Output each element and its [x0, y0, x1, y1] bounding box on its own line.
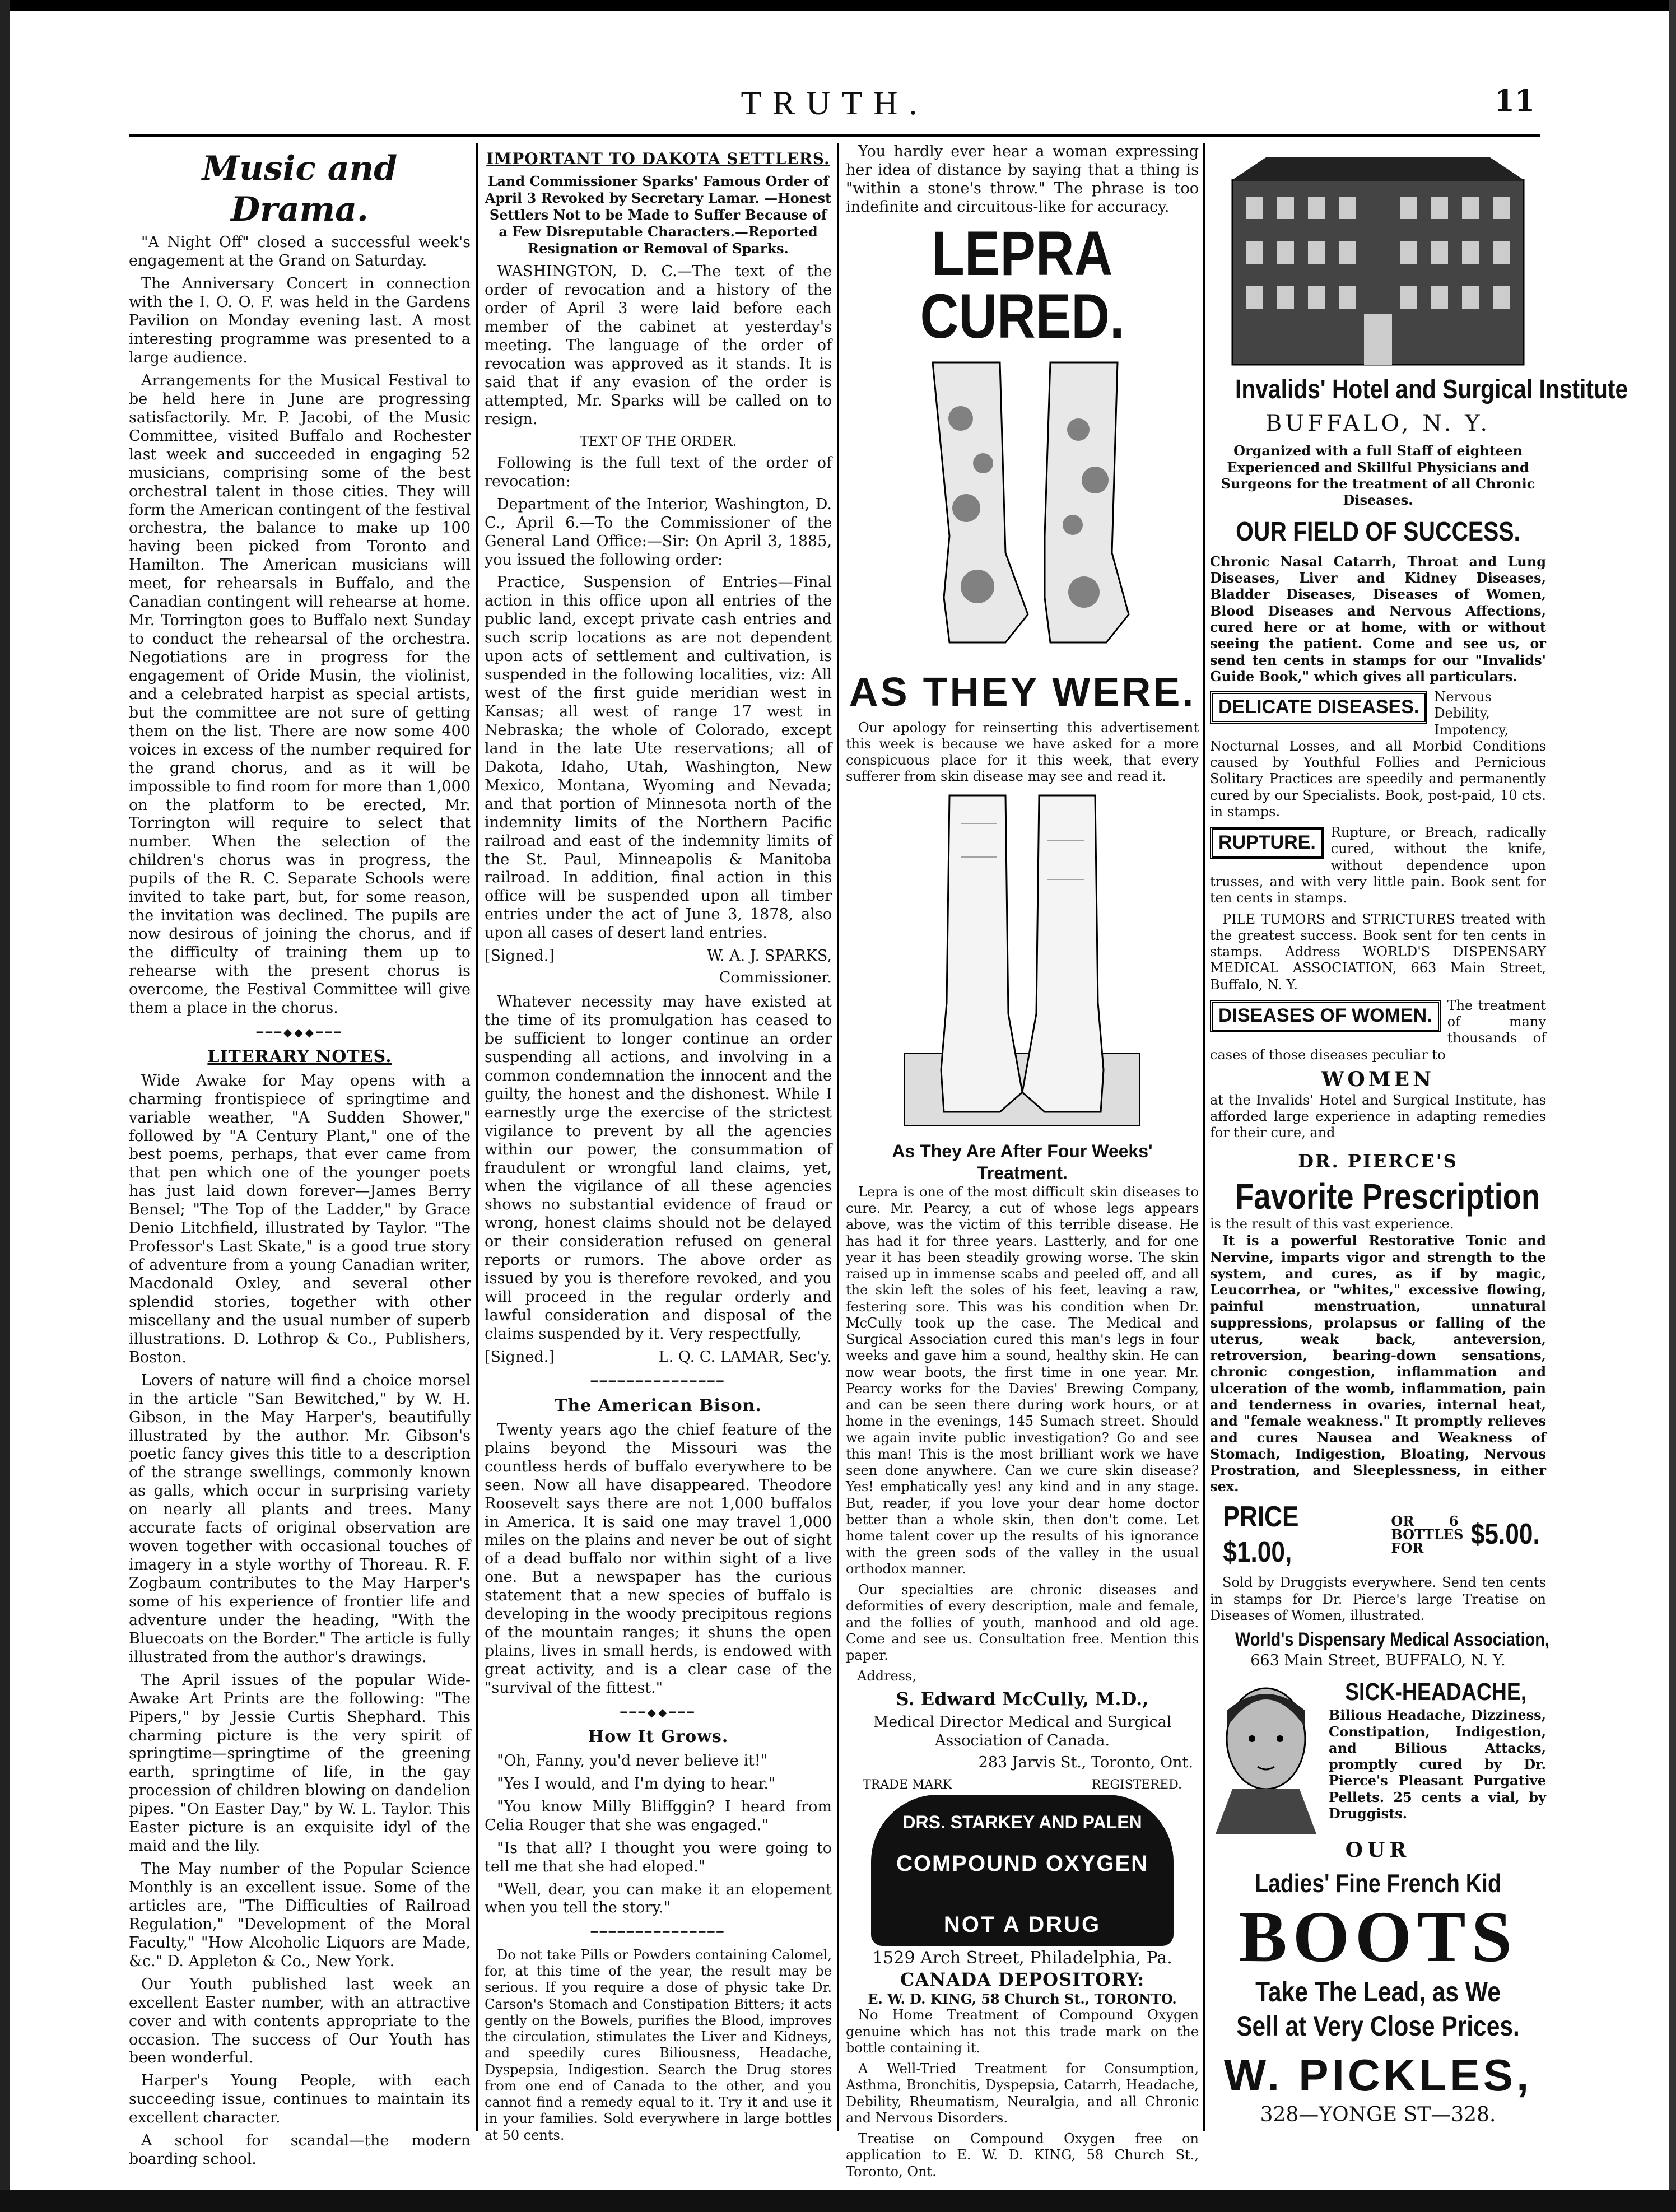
our-label: OUR — [1345, 1838, 1411, 1862]
dialogue-line: "Yes I would, and I'm dying to hear." — [497, 1775, 776, 1792]
treatise-notice: Treatise on Compound Oxygen free on application to E. W. D. KING, 58 Church St., Toronto, Ont. — [846, 2131, 1199, 2180]
article-paragraph: Lovers of nature will find a choice morsel in the article "San Bewitched," by W. H. Gibson, in the May Harper's, beautifully illustrated by the author. Mr. Gibson's poetic fancy gives this title to a description of the strange swellings, commonly known as galls, which occur in surprising variety on nearly all plants and trees. Many accurate facts of original observation are woven together with occasional touches of imagery in a style worthy of Thoreau. R. F. Zogbaum contributes to the May Harper's some of his experience of frontier life and adventure under the heading, "With the Bluecoats on the Border." The article is fully illustrated from the author's drawings. — [129, 1371, 471, 1666]
article-paragraph: Our Youth published last week an excellent Easter number, with an attractive cover and with contents appropriate to the occasion. The success of Our Youth has been wonderful. — [129, 1975, 471, 2067]
divider-ornament: ━━━━━━━━━━━━━━━ — [590, 1925, 726, 1939]
signature-sparks — [485, 947, 832, 966]
price-main: PRICE $1.00, — [1223, 1500, 1299, 1568]
article-paragraph: Practice, Suspension of Entries—Final action in this office upon all entries of the public land, except private cash entries and such scrip locations as are not dependent upon acts of settlement and cultivation, is suspended in the following localities, viz: All west of the first guide meridian west in Kansas; all west of range 17 west in Nebraska; the whole of Colorado, except land in the late Ute reservations; all of Dakota, Idaho, Utah, Washington, New Mexico, Montana, Wyoming and Nevada; and that portion of Minnesota north of the indemnity limits of the Northern Pacific railroad and east of the indemnity limits of the St. Paul, Minneapolis & Manitoba railroad. In addition, final action in this office will be suspended upon all timber entries under the act of June 3, 1878, also upon all cases of desert land entries. — [485, 574, 832, 942]
signature-lamar — [485, 1348, 832, 1367]
compound-oxygen-logo — [871, 1795, 1174, 1946]
registered-label: REGISTERED. — [1091, 1777, 1182, 1792]
yonge-street-address: 328—YONGE ST—328. — [1260, 2103, 1496, 2126]
price-bulk: $5.00. — [1471, 1518, 1540, 1551]
price-line — [1210, 1499, 1546, 1571]
column-3 — [846, 143, 1199, 2185]
right-border — [1669, 0, 1676, 2212]
divider-ornament: ━━━◆◆━━━ — [620, 1705, 696, 1719]
article-paragraph: Twenty years ago the chief feature of the plains beyond the Missouri was the countless herds of buffalo everywhere to be seen. Now all have disappeared. Theodore Roosevelt says there are not 1,000 buffalos in America. It is said one may travel 1,000 miles on the plains and never be out of sight of a dead buffalo nor within sight of a live one. But a newspaper has the curious statement that a new species of buffalo is developing in the woody precipitous regions of the mountain ranges; it shuns the open plains, lives in small herds, is endowed with great activity, and is a clear case of the "survival of the fittest." — [485, 1421, 832, 1697]
how-it-grows-heading: How It Grows. — [588, 1727, 729, 1747]
article-paragraph: The May number of the Popular Science Monthly is an excellent issue. Some of the articles are, "The Difficulties of Railroad Regulation," "Development of the Moral Faculty," "How Alcoholic Liquors are Made, &c." D. Appleton & Co., New York. — [129, 1860, 471, 1970]
article-paragraph: "A Night Off" closed a successful week's engagement at the Grand on Saturday. — [129, 234, 471, 270]
signer-name: W. A. J. SPARKS, — [706, 947, 832, 965]
organized-text: Organized with a full Staff of eighteen Experienced and Skillful Physicians and Surgeons for the treatment of all Chronic Diseases. — [1221, 443, 1535, 509]
canada-depository-label: CANADA DEPOSITORY: — [900, 1968, 1145, 1990]
column-4 — [1210, 143, 1628, 2127]
text-of-order-label: TEXT OF THE ORDER. — [579, 433, 737, 449]
sick-headache-text: Bilious Headache, Dizziness, Constipation, Indigestion, and Bilious Attacks, promptly cured by Dr. Pierce's Pleasant Purgative Pellets. 25 cents a vial, by Druggists. — [1329, 1707, 1546, 1822]
diseased-legs-illustration — [865, 351, 1179, 665]
boots-heading: BOOTS — [1239, 1896, 1517, 1977]
sick-headache-heading: SICK-HEADACHE, — [1345, 1678, 1527, 1706]
bottom-border — [0, 2190, 1676, 2212]
doctor-title: Medical Director Medical and Surgical Association of Canada. — [873, 1713, 1172, 1749]
starkey-palen-name: DRS. STARKEY AND PALEN — [902, 1812, 1142, 1833]
music-drama-heading: Music and Drama. — [202, 149, 398, 230]
home-treatment-notice: No Home Treatment of Compound Oxygen genuine which has not this trade mark on the bottle containing it. — [846, 2007, 1199, 2056]
dr-pierce-label: DR. PIERCE'S — [1298, 1150, 1458, 1172]
article-paragraph: The Anniversary Concert in connection with the I. O. O. F. was held in the Gardens Pavilion on Monday evening last. A most interesting programme was presented to a large audience. — [129, 275, 471, 366]
favorite-description: It is a powerful Restorative Tonic and Nervine, imparts vigor and strength to the system, and cures, as if by magic, Leucorrhea, or "whites," excessive flowing, painful menstruation, unnatural suppressions, prolapsus or falling of the uterus, weak back, anteversion, retroversion, bearing-down sensations, chronic congestion, inflammation and ulceration of the womb, inflammation, pain and tenderness in ovaries, internal heat, and "female weakness." It promptly relieves and cures Nausea and Weakness of Stomach, Indigestion, Bloating, Nervous Prostration, and Sleeplessness, in either sex. — [1210, 1232, 1546, 1495]
well-tried-treatment: A Well-Tried Treatment for Consumption, Asthma, Bronchitis, Dyspepsia, Catarrh, Headache, Debility, Rheumatism, Neuralgia, and all Chronic and Nervous Disorders. — [846, 2061, 1199, 2126]
not-a-drug-label: NOT A DRUG — [943, 1912, 1101, 1937]
trademark-row — [863, 1778, 1182, 1793]
page-number: 11 — [1494, 84, 1535, 118]
delicate-diseases-box: DELICATE DISEASES. — [1210, 691, 1427, 724]
hotel-name: Invalids' Hotel and Surgical Institute — [1235, 375, 1628, 404]
article-paragraph: Whatever necessity may have existed at the time of its promulgation has ceased to be sufficient to longer continue an order suspending all actions, and involving in a common condemnation the innocent and the guilty, the honest and the dishonest. While I earnestly urge the exercise of the strictest vigilance to prevent by all the agencies within our power, the consummation of fraudulent or wrongful land claims, yet, when the vigilance of all these agencies shows no substantial evidence of fraud or wrong, honest claims should not be delayed or their consideration refused on general reports or rumors. The above order as issued by you is therefore revoked, and you will proceed in the regular orderly and lawful consideration and disposal of the claims suspended by it. Very respectfully, — [485, 993, 832, 1343]
doctor-address: 283 Jarvis St., Toronto, Ont. — [978, 1753, 1193, 1771]
pickles-name: W. PICKLES, — [1223, 2050, 1533, 2101]
bison-heading: The American Bison. — [555, 1396, 762, 1416]
healed-legs-illustration — [871, 790, 1174, 1137]
rupture-text: Rupture, or Breach, radically cured, without the knife, without dependence upon trusses, and with very little pain. Book sent for ten cents in stamps. — [1210, 825, 1546, 906]
signer-name: L. Q. C. LAMAR, Sec'y. — [658, 1348, 832, 1366]
address-label: Address, — [857, 1668, 916, 1684]
worlds-dispensary-name: World's Dispensary Medical Association, — [1235, 1629, 1549, 1651]
divider-ornament: ━━━━━━━━━━━━━━━ — [590, 1374, 726, 1388]
article-paragraph: Our specialties are chronic diseases and deformities of every description, male and female, and the follies of youth, manhood and old age. Come and see us. Consultation free. Mention this paper. — [846, 1582, 1199, 1664]
divider-ornament: ━━━◆◆◆━━━ — [256, 1025, 343, 1039]
article-paragraph: Harper's Young People, with each succeeding issue, continues to maintain its excellent character. — [129, 2072, 471, 2127]
article-paragraph: Lepra is one of the most difficult skin diseases to cure. Mr. Pearcy, a cut of whose legs appears above, was the victim of this terrible disease. He has had it for three years. Lastterly, and for one year it has been steadily growing worse. The skin raised up in immense scabs and peeled off, and all the skin left the soles of his feet, leaving a raw, festering sore. This was his condition when Dr. McCully took up the case. The Medical and Surgical Association cured this man's legs in four weeks and gave him a sound, healthy skin. He can now wear boots, the first time in one year. Mr. Pearcy works for the Davies' Brewing Company, and can be seen there during work hours, or at home in the evenings, 145 Sumach street. Should we again invite public investigation? Go and see this man! This is the most brilliant work we have seen done anywhere. Can we cure skin disease? Yes! emphatically yes! any kind and in any stage. But, reader, if you love your dear home doctor better than a whole skin, then don't come. Let home talent cover up the results of his ignorance with the green sods of the valley in the usual orthodox manner. — [846, 1184, 1199, 1577]
after-treatment-caption: As They Are After Four Weeks' Treatment. — [892, 1140, 1153, 1183]
article-paragraph: The April issues of the popular Wide-Awake Art Prints are the following: "The Pipers," by Jessie Curtis Shephard. This charming picture is the very spirit of springtime—springtime of the greening earth, springtime of life, in the gay procession of children blowing on dandelion pipes. "On Easter Day," by W. L. Taylor. This Easter picture is an exquisite idyl of the maid and the lily. — [129, 1671, 471, 1855]
dialogue-line: "You know Milly Bliffggin? I heard from Celia Rouger that she was engaged." — [485, 1797, 832, 1834]
article-paragraph: Do not take Pills or Powders containing Calomel, for, at this time of the year, the result may be serious. If you require a dose of physic take Dr. Carson's Stomach and Constipation Bitters; it acts gently on the Bowels, purifies the Blood, improves the circulation, stimulates the Liver and Kidneys, and speedily cures Biliousness, Headache, Dyspepsia, Indigestion. Search the Drug stores from one end of Canada to the other, and you cannot find a remedy equal to it. Try it and use it in your families. Sold everywhere in large bottles at 50 cents. — [485, 1946, 832, 2143]
article-paragraph: Arrangements for the Musical Festival to be held here in June are progressing satisfactorily. Mr. P. Jacobi, of the Music Committee, visited Buffalo and Rochester last week and succeeded in engaging 52 musicians, comprising some of the best orchestral talent in those cities. They will form the American contingent of the festival orchestra, the balance to make up 100 having been picked from Toronto and Hamilton. The American musicians will meet, for rehearsals in Buffalo, and the Canadian contingent will rehearse at home. Mr. Torrington goes to Buffalo next Sunday to conduct the rehearsal of the orchestra. Negotiations are in progress for the engagement of Oride Musin, the violinist, and a celebrated harpist as special artists, but the committee are not sure of getting them on the list. There are now some 400 voices in excess of the number required for the grand chorus, and as it will be impossible to find room for more than 1,000 on the platform to be erected, Mr. Torrington will require to select that number. When the selection of the children's chorus was in progress, the pupils of the R. C. Separate Schools were invited to take part, but, for some reason, the invitation was declined. The pupils are now desirous of joining the chorus, and if the difficulty of training them up to rehearse with the present chorus is overcome, the Festival Committee will give them a place in the chorus. — [129, 371, 471, 1017]
left-border — [0, 0, 10, 2212]
take-lead-line: Take The Lead, as We — [1255, 1976, 1501, 2008]
chronic-diseases-text: Chronic Nasal Catarrh, Throat and Lung Diseases, Liver and Kidney Diseases, Bladder Diseases, Diseases of Women, Blood Diseases and Nervous Affections, cured here or at home, with or without seeing the patient. Come and see us, or send ten cents in stamps for our "Invalids' Guide Book," which gives all particulars. — [1210, 553, 1546, 684]
women-text-intro: The treatment of many thousands of cases of those diseases peculiar to — [1210, 997, 1546, 1063]
diseases-of-women-box: DISEASES OF WOMEN. — [1210, 1000, 1441, 1032]
women-word: WOMEN — [1321, 1067, 1435, 1091]
article-paragraph: You hardly ever hear a woman expressing her idea of distance by saying that a thing is "within a stone's throw." The phrase is too indefinite and circuitous-like for accuracy. — [846, 143, 1199, 216]
article-paragraph: Department of the Interior, Washington, D. C., April 6.—To the Commissioner of the General Land Office:—Sir: On April 3, 1885, you issued the following order: — [485, 495, 832, 569]
masthead — [129, 84, 1540, 137]
main-street-address: 663 Main Street, BUFFALO, N. Y. — [1250, 1651, 1506, 1669]
sold-by-text: Sold by Druggists everywhere. Send ten cents in stamps for Dr. Pierce's large Treatise on Diseases of Women, illustrated. — [1210, 1575, 1546, 1623]
as-they-were-heading: AS THEY WERE. — [849, 669, 1196, 715]
favorite-prescription-heading: Favorite Prescription — [1235, 1176, 1540, 1217]
dialogue-line: "Is that all? I thought you were going to tell me that she had eloped." — [485, 1839, 832, 1875]
literary-notes-heading: LITERARY NOTES. — [207, 1047, 392, 1067]
dialogue-line: "Oh, Fanny, you'd never believe it!" — [497, 1752, 768, 1769]
arch-street-address: 1529 Arch Street, Philadelphia, Pa. — [872, 1948, 1172, 1968]
ladies-kid-line: Ladies' Fine French Kid — [1255, 1868, 1501, 1898]
king-address: E. W. D. KING, 58 Church St., TORONTO. — [868, 1990, 1177, 2007]
column-1 — [129, 143, 471, 2173]
signed-label: [Signed.] — [485, 947, 555, 965]
top-border — [0, 0, 1676, 11]
favorite-subline: is the result of this vast experience. — [1210, 1216, 1454, 1232]
doctor-name: S. Edward McCully, M.D., — [896, 1688, 1149, 1710]
column-rule — [837, 143, 839, 2131]
women-text-rest: at the Invalids' Hotel and Surgical Institute, has afforded large experience in adapting remedies for their cure, and — [1210, 1092, 1546, 1141]
signer-title: Commissioner. — [719, 969, 832, 987]
compound-oxygen-label: COMPOUND OXYGEN — [896, 1851, 1149, 1876]
pile-tumors-text: PILE TUMORS and STRICTURES treated with the greatest success. Book sent for ten cents in stamps. Address WORLD'S DISPENSARY MEDICAL ASSOCIATION, 663 Main Street, Buffalo, N. Y. — [1210, 911, 1546, 993]
woman-portrait-illustration — [1210, 1677, 1322, 1834]
dakota-deck: Land Commissioner Sparks' Famous Order of April 3 Revoked by Secretary Lamar. —Honest Settlers Not to be Made to Suffer Because of a Few Disreputable Characters.—Reported Resignation or Removal of Sparks. — [485, 173, 832, 257]
sick-headache-ad — [1210, 1677, 1546, 1834]
city-name: BUFFALO, N. Y. — [1265, 410, 1491, 436]
article-paragraph: A school for scandal—the modern boarding school. — [129, 2132, 471, 2168]
lepra-cured-heading: LEPRA CURED. — [920, 218, 1125, 351]
column-2 — [485, 143, 832, 2148]
apology-text: Our apology for reinserting this advertisement this week is because we have asked for a more conspicuous place for it this week, that every sufferer from skin disease may see and read it. — [846, 719, 1199, 785]
sell-prices-line: Sell at Very Close Prices. — [1236, 2010, 1520, 2042]
trademark-label: TRADE MARK — [863, 1777, 952, 1792]
article-paragraph: WASHINGTON, D. C.—The text of the order of revocation and a history of the order of April 3 were laid before each member of the cabinet at yesterday's meeting. The language of the order of revocation was approved as it stands. It is said that if any evasion of the order is attempted, Mr. Sparks will be called on to resign. — [485, 263, 832, 428]
signed-label: [Signed.] — [485, 1348, 555, 1366]
delicate-diseases-text: Nervous Debility, Impotency, Nocturnal Losses, and all Morbid Conditions caused by Youthful Follies and Pernicious Solitary Practices are speedily and permanently cured by our Specialists. Book, post-paid, 10 cts. in stamps. — [1210, 689, 1546, 819]
hotel-building-illustration — [1221, 146, 1535, 370]
dakota-heading: IMPORTANT TO DAKOTA SETTLERS. — [486, 150, 830, 168]
dialogue-line: "Well, dear, you can make it an elopement when you tell the story." — [485, 1880, 832, 1917]
rupture-box: RUPTURE. — [1210, 827, 1324, 859]
price-or-label: OR 6 BOTTLES FOR — [1391, 1513, 1464, 1556]
article-paragraph: Following is the full text of the order of revocation: — [485, 454, 832, 490]
column-rule — [476, 143, 478, 2131]
column-rule — [1203, 143, 1205, 2131]
article-paragraph: Wide Awake for May opens with a charming frontispiece of springtime and variable weather, "A Sudden Shower," followed by "A Century Plant," one of the best poems, perhaps, that ever came from that pen which one of the younger poets has just laid down forever—James Berry Bensel; "The Top of the Ladder," by Grace Denio Litchfield, illustrated by Taylor. "The Professor's Last Skate," is a good true story of adventure from a young Canadian writer, Macdonald Oxley, and several other splendid stories, together with other miscellany and the usual number of superb illustrations. D. Lothrop & Co., Publishers, Boston. — [129, 1072, 471, 1366]
field-of-success-heading: OUR FIELD OF SUCCESS. — [1236, 517, 1520, 547]
paper-title: TRUTH. — [741, 85, 929, 122]
